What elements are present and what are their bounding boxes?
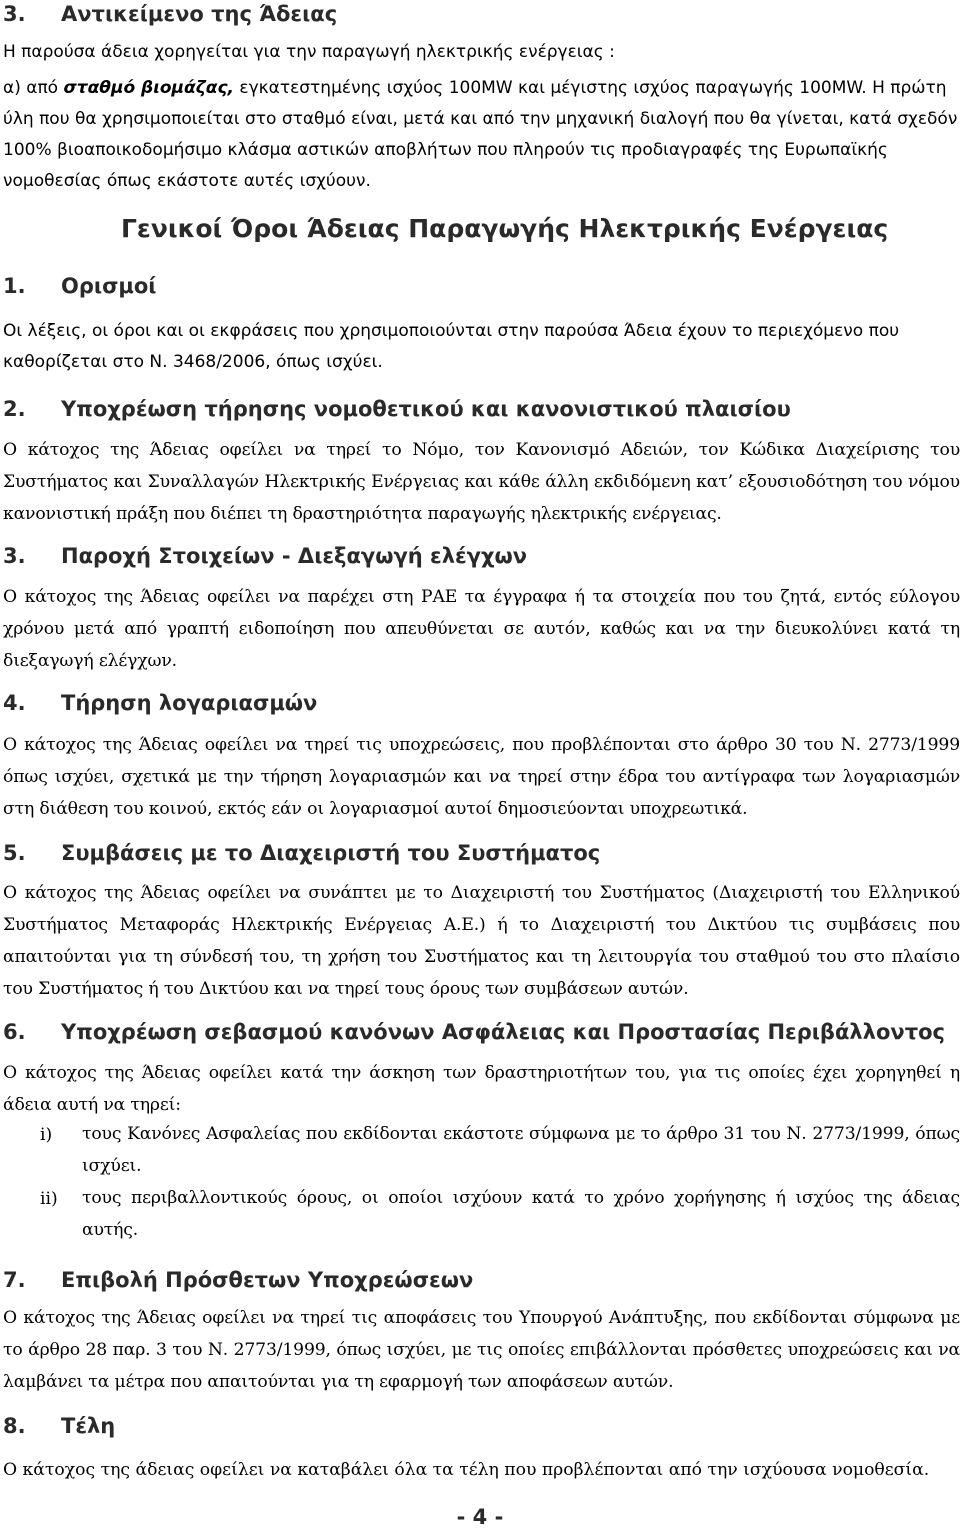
fees-paragraph: Ο κάτοχος της άδειας οφείλει να καταβάλει όλα τα τέλη που προβλέπονται από την ισχύουσα νομοθεσία. <box>3 1460 930 1480</box>
section-number: 7. <box>3 1268 26 1292</box>
section-title: Υποχρέωση τήρησης νομοθετικού και κανονιστικού πλαισίου <box>61 397 791 421</box>
item-a-prefix: α) από <box>3 78 64 98</box>
list-item-marker: ii) <box>40 1189 58 1209</box>
section-heading-contracts <box>3 841 600 865</box>
section-heading-object <box>3 2 337 26</box>
contracts-paragraph: Ο κάτοχος της Άδειας οφείλει να συνάπτει με το Διαχειριστή του Συστήματος (Διαχειριστή του Ελληνικού Συστήματος Μεταφοράς Ηλεκτρικής Ενέργειας Α.Ε.) ή το Διαχειριστή του Δικτύου τις συμβάσεις που απαιτούνται για τη σύνδεσή του, τη χρήση του Συστήματος και τη λειτουργία του σταθμού του στο πλαίσιο του Συστήματος ή του Δικτύου και να τηρεί τους όρους των συμβάσεων αυτών. <box>3 883 960 999</box>
section-title: Τέλη <box>61 1414 116 1438</box>
section-heading-fees <box>3 1414 115 1438</box>
list-item-marker: i) <box>40 1125 53 1145</box>
section-title: Υποχρέωση σεβασμού κανόνων Ασφάλειας και Προστασίας Περιβάλλοντος <box>61 1020 945 1044</box>
section-number: 3. <box>3 544 26 568</box>
accounts-paragraph: Ο κάτοχος της Άδειας οφείλει να τηρεί τις υποχρεώσεις, που προβλέπονται στο άρθρο 30 του Ν. 2773/1999 όπως ισχύει, σχετικά με την τήρηση λογαριασμών και να τηρεί στην έδρα του αντίγραφα των λογαριασμών στη διάθεση του κοινού, εκτός εάν οι λογαριασμοί αυτοί δημοσιεύονται υποχρεωτικά. <box>3 735 960 819</box>
safety-paragraph: Ο κάτοχος της Άδειας οφείλει κατά την άσκηση των δραστηριοτήτων του, για τις οποίες έχει χορηγηθεί η άδεια αυτή να τηρεί: <box>3 1063 960 1115</box>
section-number: 2. <box>3 397 26 421</box>
section-title: Αντικείμενο της Άδειας <box>61 2 338 26</box>
section-number: 4. <box>3 691 26 715</box>
item-a-rest: εγκατεστημένης ισχύος 100MW και μέγιστης ισχύος παραγωγής 100MW. Η πρώτη ύλη που θα χρησιμοποιείται στο σταθμό είναι, μετά και από την μηχανική διαλογή που θα γίνεται, κατά σχεδόν 100% βιοαποικοδομήσιμο κλάσμα αστικών αποβλήτων που πληρούν τις προδιαγραφές της Ευρωπαϊκής νομοθεσίας όπως εκάστοτε αυτές ισχύουν. <box>3 78 958 191</box>
additional-paragraph: Ο κάτοχος της Άδειας οφείλει να τηρεί τις αποφάσεις του Υπουργού Ανάπτυξης, που εκδίδονται σύμφωνα με το άρθρο 28 παρ. 3 του Ν. 2773/1999, όπως ισχύει, με τις οποίες επιβάλλονται πρόσθετες υποχρεώσεις και να λαμβάνει τα μέτρα που απαιτούνται για τη εφαρμογή των αποφάσεων αυτών. <box>3 1308 960 1392</box>
data-provision-paragraph: Ο κάτοχος της Άδειας οφείλει να παρέχει στη ΡΑΕ τα έγγραφα ή τα στοιχεία που του ζητά, εντός εύλογου χρόνου μετά από γραπτή ειδοποίηση που απευθύνεται σε αυτόν, καθώς και να την διευκολύνει κατά τη διεξαγωγή ελέγχων. <box>3 587 960 671</box>
section-number: 3. <box>3 2 26 26</box>
section-title: Παροχή Στοιχείων - Διεξαγωγή ελέγχων <box>61 544 528 568</box>
section-heading-compliance <box>3 397 791 421</box>
intro-paragraph: Η παρούσα άδεια χορηγείται για την παραγωγή ηλεκτρικής ενέργειας : <box>3 42 615 62</box>
list-item: τους περιβαλλοντικούς όρους, οι οποίοι ισχύουν κατά το χρόνο χορήγησης ή ισχύος της άδειας αυτής. <box>82 1188 960 1240</box>
section-title: Ορισμοί <box>61 274 157 298</box>
general-terms-title: Γενικοί Όροι Άδειας Παραγωγής Ηλεκτρικής Ενέργειας <box>121 214 889 243</box>
item-a-paragraph <box>3 73 960 197</box>
section-title: Συμβάσεις με το Διαχειριστή του Συστήματος <box>61 841 601 865</box>
section-heading-definitions <box>3 274 156 298</box>
section-number: 6. <box>3 1020 26 1044</box>
section-number: 1. <box>3 274 26 298</box>
page-number: - 4 - <box>456 1505 504 1529</box>
section-heading-accounts <box>3 691 317 715</box>
section-heading-additional <box>3 1268 473 1292</box>
section-title: Επιβολή Πρόσθετων Υποχρεώσεων <box>61 1268 474 1292</box>
list-item: τους Κανόνες Ασφαλείας που εκδίδονται εκάστοτε σύμφωνα με το άρθρο 31 του Ν. 2773/1999, όπως ισχύει. <box>82 1124 960 1176</box>
section-heading-safety <box>3 1020 945 1044</box>
section-number: 5. <box>3 841 26 865</box>
section-number: 8. <box>3 1414 26 1438</box>
section-heading-data-provision <box>3 544 527 568</box>
definitions-paragraph: Οι λέξεις, οι όροι και οι εκφράσεις που χρησιμοποιούνται στην παρούσα Άδεια έχουν το περιεχόμενο που καθορίζεται στο Ν. 3468/2006, όπως ισχύει. <box>3 321 900 372</box>
section-title: Τήρηση λογαριασμών <box>61 691 318 715</box>
item-a-emphasis: σταθμό βιομάζας, <box>63 78 234 98</box>
compliance-paragraph: Ο κάτοχος της Άδειας οφείλει να τηρεί το Νόμο, τον Κανονισμό Αδειών, τον Κώδικα Διαχείρισης του Συστήματος και Συναλλαγών Ηλεκτρικής Ενέργειας και κάθε άλλη εκδιδόμενη κατ’ εξουσιοδότηση του νόμου κανονιστική πράξη που διέπει τη δραστηριότητα παραγωγής ηλεκτρικής ενέργειας. <box>3 440 960 524</box>
